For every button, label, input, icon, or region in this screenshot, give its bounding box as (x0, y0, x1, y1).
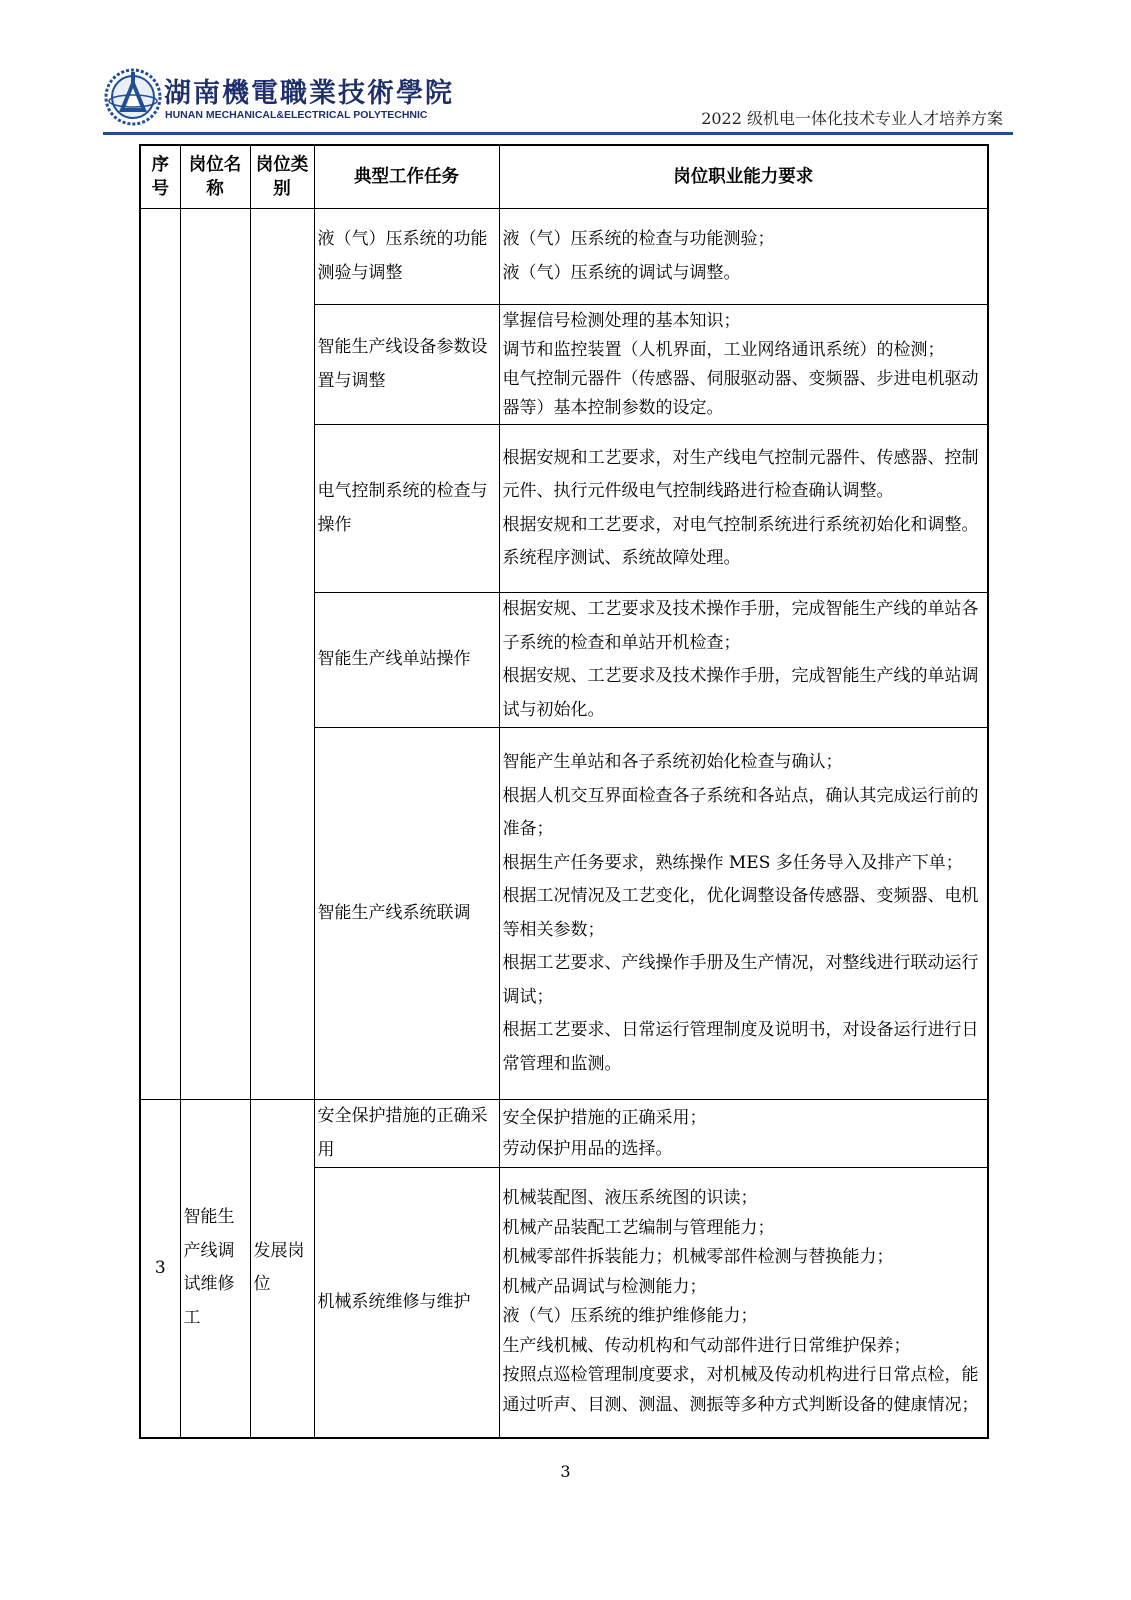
page-number: 3 (560, 1462, 571, 1481)
page-header (0, 0, 1131, 140)
school-name-en: HUNAN MECHANICAL&ELECTRICAL POLYTECHNIC (165, 109, 428, 121)
requirement-cell: 液（气）压系统的检查与功能测验； 液（气）压系统的调试与调整。 (499, 209, 988, 305)
school-emblem-icon (104, 68, 162, 126)
table-row (140, 209, 988, 305)
task-cell: 液（气）压系统的功能测验与调整 (314, 209, 499, 305)
post-type-cell-empty (250, 209, 314, 1100)
header-divider (103, 132, 1013, 135)
requirement-cell: 根据安规、工艺要求及技术操作手册，完成智能生产线的单站各子系统的检查和单站开机检查； 根据安规、工艺要求及技术操作手册，完成智能生产线的单站调试与初始化。 (499, 593, 988, 728)
task-cell: 安全保护措施的正确采用 (314, 1100, 499, 1168)
task-cell: 机械系统维修与维护 (314, 1168, 499, 1438)
post-type-cell: 发展岗位 (250, 1100, 314, 1438)
post-name-cell-empty (180, 209, 250, 1100)
seq-cell: 3 (140, 1100, 180, 1438)
task-cell: 智能生产线系统联调 (314, 728, 499, 1100)
header-post-name: 岗位名称 (180, 145, 250, 209)
school-name-cn: 湖南機電職業技術學院 (164, 78, 454, 109)
seq-cell-empty (140, 209, 180, 1100)
document-title: 2022 级机电一体化技术专业人才培养方案 (701, 109, 1003, 128)
requirement-cell: 掌握信号检测处理的基本知识； 调节和监控装置（人机界面，工业网络通讯系统）的检测； 电气控制元器件（传感器、伺服驱动器、变频器、步进电机驱动器等）基本控制参数的设定。 (499, 305, 988, 425)
header-seq: 序号 (140, 145, 180, 209)
task-cell: 智能生产线单站操作 (314, 593, 499, 728)
task-cell: 电气控制系统的检查与操作 (314, 425, 499, 593)
header-post-type: 岗位类别 (250, 145, 314, 209)
task-cell: 智能生产线设备参数设置与调整 (314, 305, 499, 425)
post-ability-table (139, 144, 989, 1439)
requirement-cell: 根据安规和工艺要求，对生产线电气控制元器件、传感器、控制元件、执行元件级电气控制线路进行检查确认调整。 根据安规和工艺要求，对电气控制系统进行系统初始化和调整。 系统程序测试、系统故障处理。 (499, 425, 988, 593)
post-name-cell: 智能生产线调试维修工 (180, 1100, 250, 1438)
header-ability: 岗位职业能力要求 (499, 145, 988, 209)
requirement-cell: 智能产生单站和各子系统初始化检查与确认； 根据人机交互界面检查各子系统和各站点，确认其完成运行前的准备； 根据生产任务要求，熟练操作 MES 多任务导入及排产下单； 根据工况情况及工艺变化，优化调整设备传感器、变频器、电机等相关参数； 根据工艺要求、产线操作手册及生产情况，对整线进行联动运行调试； 根据工艺要求、日常运行管理制度及说明书，对设备运行进行日常管理和监测。 (499, 728, 988, 1100)
requirement-cell: 安全保护措施的正确采用； 劳动保护用品的选择。 (499, 1100, 988, 1168)
requirement-cell: 机械装配图、液压系统图的识读； 机械产品装配工艺编制与管理能力； 机械零部件拆装能力；机械零部件检测与替换能力； 机械产品调试与检测能力； 液（气）压系统的维护维修能力； 生产线机械、传动机构和气动部件进行日常维护保养； 按照点巡检管理制度要求，对机械及传动机构进行日常点检，能通过听声、目测、测温、测振等多种方式判断设备的健康情况； (499, 1168, 988, 1438)
table-header-row (140, 145, 988, 209)
header-task: 典型工作任务 (314, 145, 499, 209)
table-row (140, 1100, 988, 1168)
